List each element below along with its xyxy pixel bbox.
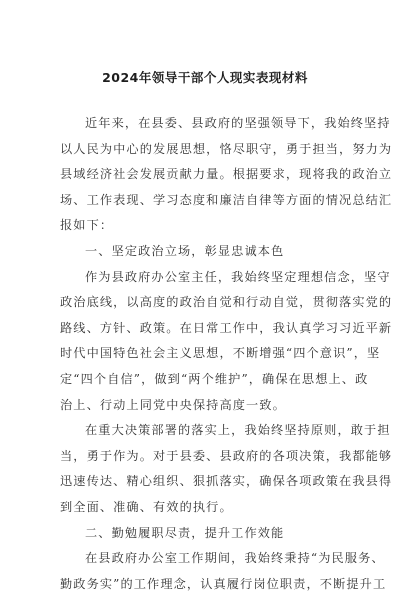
text-line: 县域经济社会发展贡献力量。根据要求，现将我的政治立 (60, 167, 393, 182)
text-line: 定“四个自信”，做到“两个维护”，确保在思想上、政 (60, 371, 369, 386)
text-line: 在重大决策部署的落实上，我始终坚持原则，敢于担 (85, 423, 391, 438)
text-line: 场、工作表现、学习态度和廉洁自律等方面的情况总结汇 (60, 192, 393, 207)
document-body (60, 111, 393, 597)
document-title: 2024年领导干部个人现实表现材料 (102, 70, 308, 85)
text-line: 到全面、准确、有效的执行。 (60, 499, 233, 514)
paragraph-duties (60, 546, 387, 597)
text-line: 勤政务实”的工作理念，认真履行岗位职责，不断提升工 (60, 576, 387, 591)
section-heading-2 (60, 521, 360, 547)
paragraph-political-stance (60, 265, 393, 419)
paragraph-decision-implementation (60, 418, 393, 520)
text-line: 路线、方针、政策。在日常工作中，我认真学习习近平新 (60, 320, 393, 335)
text-line: 在县政府办公室工作期间，我始终秉持“为民服务、 (85, 551, 385, 566)
text-line: 当，勇于作为。对于县委、县政府的各项决策，我都能够 (60, 448, 393, 463)
heading-line: 二、勤勉履职尽责，提升工作效能 (85, 525, 285, 540)
text-line: 迅速传达、精心组织、狠抓落实，确保各项政策在我县得 (60, 474, 393, 489)
text-line: 时代中国特色社会主义思想，不断增强“四个意识”，坚 (60, 346, 381, 361)
text-line: 作为县政府办公室主任，我始终坚定理想信念，坚守 (85, 269, 391, 284)
text-line: 政治底线，以高度的政治自觉和行动自觉，贯彻落实党的 (60, 295, 393, 310)
text-line: 治上、行动上同党中央保持高度一致。 (60, 397, 286, 412)
paragraph-intro (60, 111, 393, 239)
text-line: 报如下： (60, 218, 114, 233)
text-line: 近年来，在县委、县政府的坚强领导下，我始终坚持 (85, 116, 391, 130)
section-heading-1 (60, 239, 360, 265)
heading-line: 一、坚定政治立场，彰显忠诚本色 (85, 243, 285, 258)
text-line: 以人民为中心的发展思想，恪尽职守，勇于担当，努力为 (60, 141, 393, 156)
